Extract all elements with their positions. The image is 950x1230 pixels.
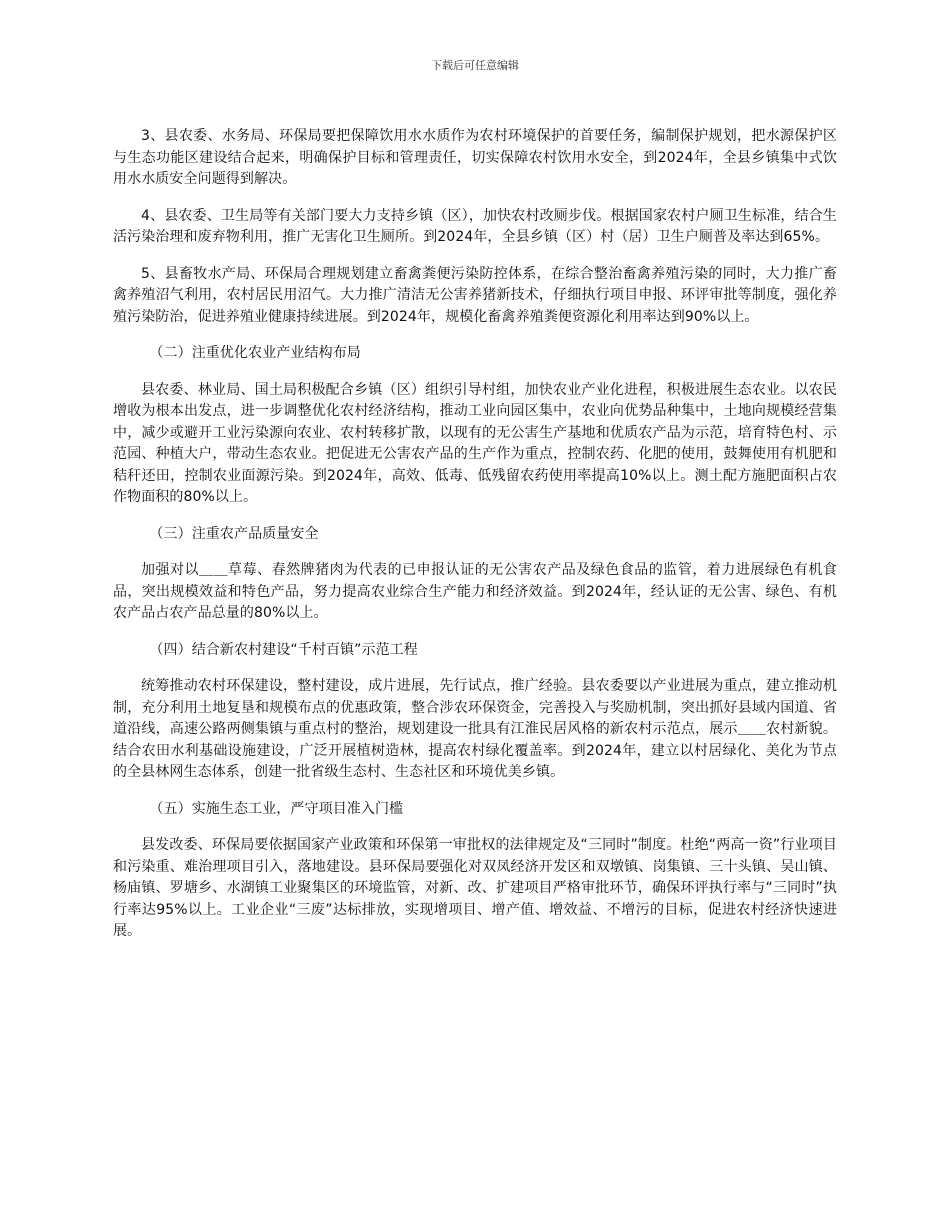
paragraph-section-4: 统筹推动农村环保建设，整村建设，成片进展，先行试点，推广经验。县农委要以产业进展为重点，建立推动机制，充分利用土地复垦和规模布点的优惠政策，整合涉农环保资金，完善投入与奖励机制，突出抓好县域内国道、省道沿线，高速公路两侧集镇与重点村的整治，规划建设一批具有江淮民居风格的新农村示范点，展示＿＿农村新貌。结合农田水利基础设施建设，广泛开展植树造林，提高农村绿化覆盖率。到2024年，建立以村居绿化、美化为节点的全县林网生态体系，创建一批省级生态村、生态社区和环境优美乡镇。 [113, 678, 837, 780]
page-header: 下载后可任意编辑 [431, 59, 519, 72]
paragraph-section-5: 县发改委、环保局要依据国家产业政策和环保第一审批权的法律规定及“三同时”制度。杜绝“两高一资”行业项目和污染重、难治理项目引入，落地建设。县环保局要强化对双凤经济开发区和双墩镇、岗集镇、三十头镇、吴山镇、杨庙镇、罗塘乡、水湖镇工业聚集区的环境监管，对新、改、扩建项目严格审批环节，确保环评执行率与“三同时”执行率达95%以上。工业企业“三废”达标排放，实现增项目、增产值、增效益、不增污的目标，促进农村经济快速进展。 [113, 837, 837, 939]
paragraph-item-3: 3、县农委、水务局、环保局要把保障饮用水水质作为农村环境保护的首要任务，编制保护规划，把水源保护区与生态功能区建设结合起来，明确保护目标和管理责任，切实保障农村饮用水安全，到2024年，全县乡镇集中式饮用水水质安全问题得到解决。 [113, 128, 837, 187]
paragraph-item-5: 5、县畜牧水产局、环保局合理规划建立畜禽粪便污染防控体系，在综合整治畜禽养殖污染的同时，大力推广畜禽养殖沼气利用，农村居民用沼气。大力推广清洁无公害养猪新技术，仔细执行项目申报、环评审批等制度，强化养殖污染防治，促进养殖业健康持续进展。到2024年，规模化畜禽养殖粪便资源化利用率达到90%以上。 [113, 265, 837, 325]
section-heading-3: （三）注重农产品质量安全 [149, 525, 319, 542]
paragraph-item-4: 4、县农委、卫生局等有关部门要大力支持乡镇（区），加快农村改厕步伐。根据国家农村户厕卫生标准，结合生活污染治理和废弃物利用，推广无害化卫生厕所。到2024年，全县乡镇（区）村（居）卫生户厕普及率达到65%。 [113, 207, 837, 245]
paragraph-section-3: 加强对以＿＿草莓、春然牌猪肉为代表的已申报认证的无公害农产品及绿色食品的监管，着力进展绿色有机食品，突出规模效益和特色产品，努力提高农业综合生产能力和经济效益。到2024年，经认证的无公害、绿色、有机农产品占农产品总量的80%以上。 [113, 562, 837, 621]
document-body [113, 126, 837, 958]
section-heading-2: （二）注重优化农业产业结构布局 [149, 345, 361, 361]
section-heading-4: （四）结合新农村建设“千村百镇”示范工程 [149, 641, 418, 658]
section-heading-5: （五）实施生态工业，严守项目准入门槛 [149, 800, 404, 817]
paragraph-section-2: 县农委、林业局、国土局积极配合乡镇（区）组织引导村组，加快农业产业化进程，积极进展生态农业。以农民增收为根本出发点，进一步调整优化农村经济结构，推动工业向园区集中，农业向优势品种集中，土地向规模经营集中，减少或避开工业污染源向农业、农村转移扩散，以现有的无公害生产基地和优质农产品为示范，培育特色村、示范园、种植大户，带动生态农业。把促进无公害农产品的生产作为重点，控制农药、化肥的使用，鼓舞使用有机肥和秸秆还田，控制农业面源污染。到2024年，高效、低毒、低残留农药使用率提高10%以上。测土配方施肥面积占农作物面积的80%以上。 [113, 381, 837, 505]
